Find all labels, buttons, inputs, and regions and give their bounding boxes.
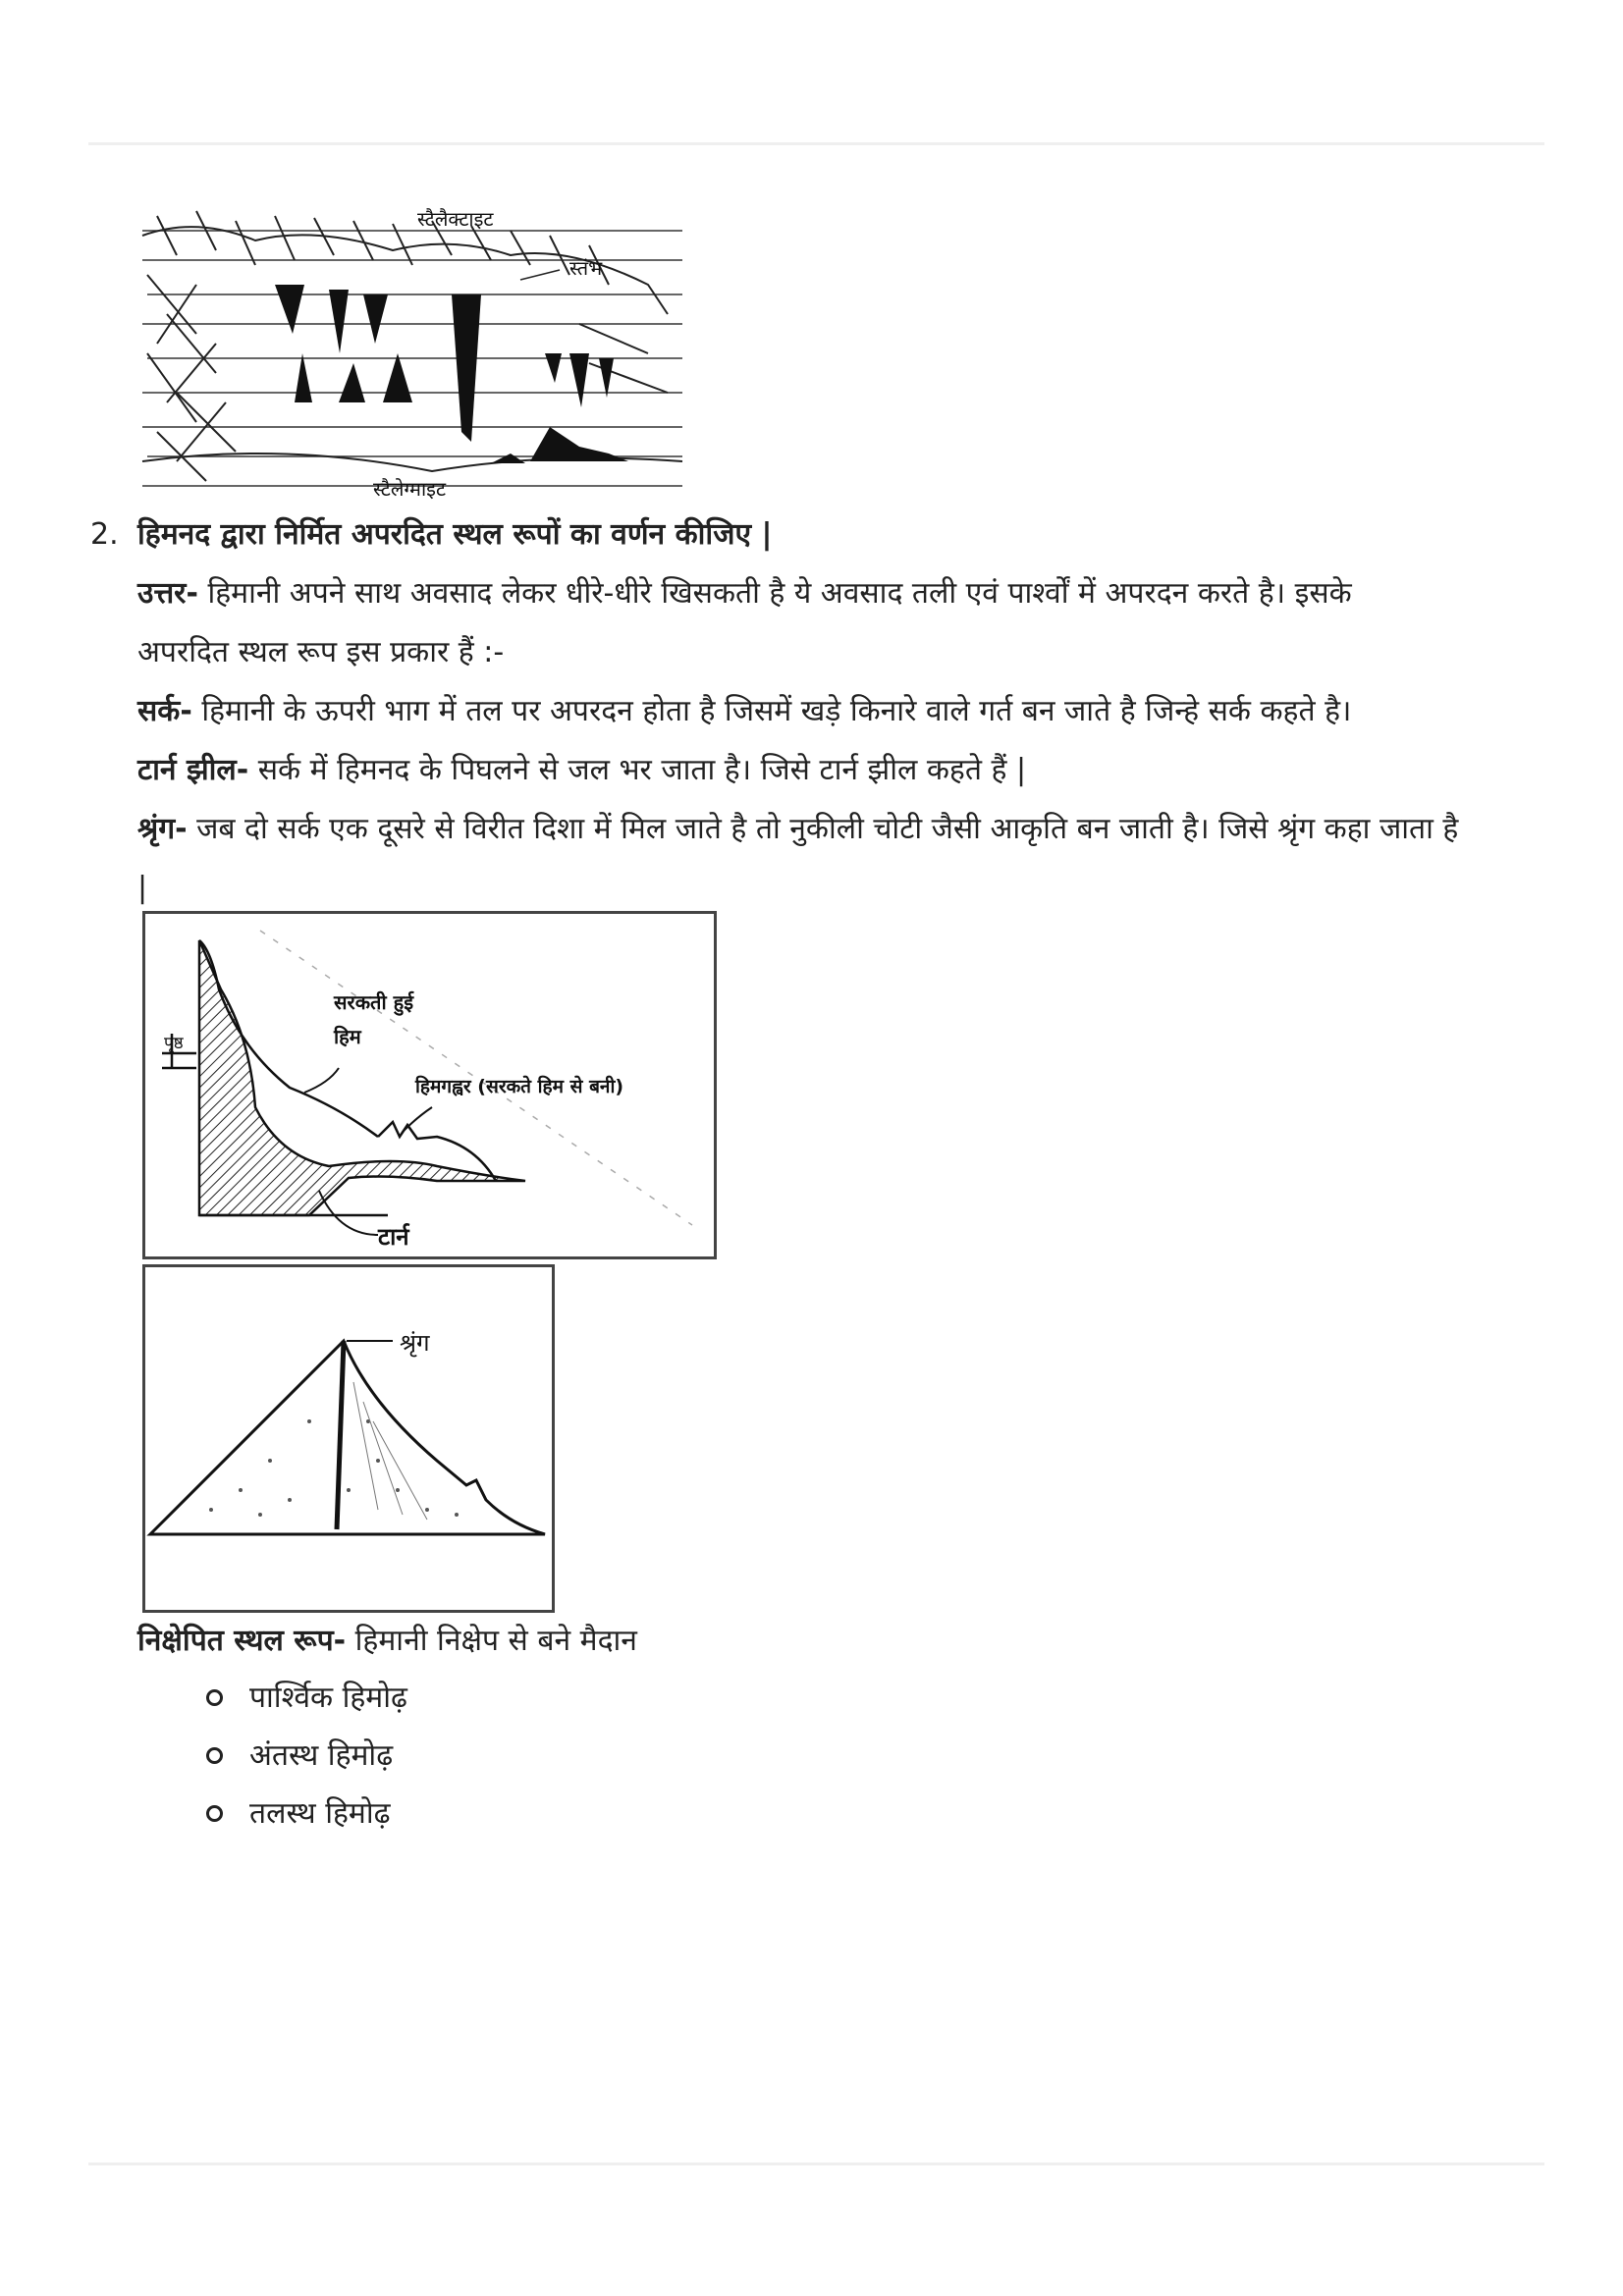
cirque-figure	[142, 911, 717, 1259]
answer-paragraph	[137, 564, 1551, 623]
top-rule	[88, 142, 1544, 145]
horn-paragraph	[137, 800, 1551, 859]
pillar-label: स्तंभ	[569, 256, 603, 280]
horn-end-mark: |	[137, 871, 148, 905]
question-number: 2.	[90, 517, 119, 552]
list-item: अंतस्थ हिमोढ़	[206, 1727, 407, 1785]
horn-text: जब दो सर्क एक दूसरे से विरीत दिशा में मिल जाते है तो नुकीली चोटी जैसी आकृति बन जाती है। जिसे श्रृंग कहा जाता है	[187, 812, 1459, 846]
cirque-paragraph	[137, 682, 1551, 741]
deposition-label: निक्षेपित स्थल रूप-	[137, 1624, 347, 1658]
answer-line-2: अपरदित स्थल रूप इस प्रकार हैं :-	[137, 635, 505, 669]
cave-figure	[137, 196, 687, 501]
moraine-label: हिमगह्वर (सरकते हिम से बनी)	[415, 1076, 624, 1097]
answer-label: उत्तर-	[137, 576, 198, 611]
horn-diagram-label: श्रृंग	[400, 1329, 430, 1357]
cirque-text: हिमानी के ऊपरी भाग में तल पर अपरदन होता है जिसमें खड़े किनारे वाले गर्त बन जाते है जिन्हे सर्क कहते है।	[191, 694, 1352, 728]
moraine-list	[206, 1669, 407, 1842]
tarn-diagram-label: टार्न	[378, 1223, 409, 1251]
deposition-paragraph	[137, 1612, 1551, 1671]
horn-label: श्रृंग-	[137, 812, 188, 846]
sliding-ice-label-2: हिम	[334, 1025, 361, 1048]
tarn-label: टार्न झील-	[137, 753, 249, 787]
deposition-text: हिमानी निक्षेप से बने मैदान	[346, 1624, 637, 1658]
bullet-circle-icon	[206, 1805, 223, 1822]
bullet-circle-icon	[206, 1689, 223, 1706]
stalactite-label: स्टैलैक्टाइट	[417, 207, 494, 231]
question-text: हिमनद द्वारा निर्मित अपरदित स्थल रूपों का वर्णन कीजिए |	[137, 517, 773, 552]
answer-line-1: हिमानी अपने साथ अवसाद लेकर धीरे-धीरे खिसकती है ये अवसाद तली एवं पार्श्वों में अपरदन करते है। इसके	[197, 576, 1352, 611]
bullet-circle-icon	[206, 1747, 223, 1764]
tarn-text: सर्क में हिमनद के पिघलने से जल भर जाता है। जिसे टार्न झील कहते हैं |	[248, 753, 1027, 787]
side-label: पृष्ठ	[164, 1034, 184, 1053]
cirque-label: सर्क-	[137, 694, 192, 728]
tarn-paragraph	[137, 741, 1551, 800]
list-item: पार्श्विक हिमोढ़	[206, 1669, 407, 1727]
stalagmite-label: स्टैलेग्माइट	[373, 477, 447, 501]
sliding-ice-label-1: सरकती हुई	[334, 990, 414, 1014]
bottom-rule	[88, 2163, 1544, 2165]
horn-figure	[142, 1264, 555, 1613]
list-item: तलस्थ हिमोढ़	[206, 1785, 407, 1842]
